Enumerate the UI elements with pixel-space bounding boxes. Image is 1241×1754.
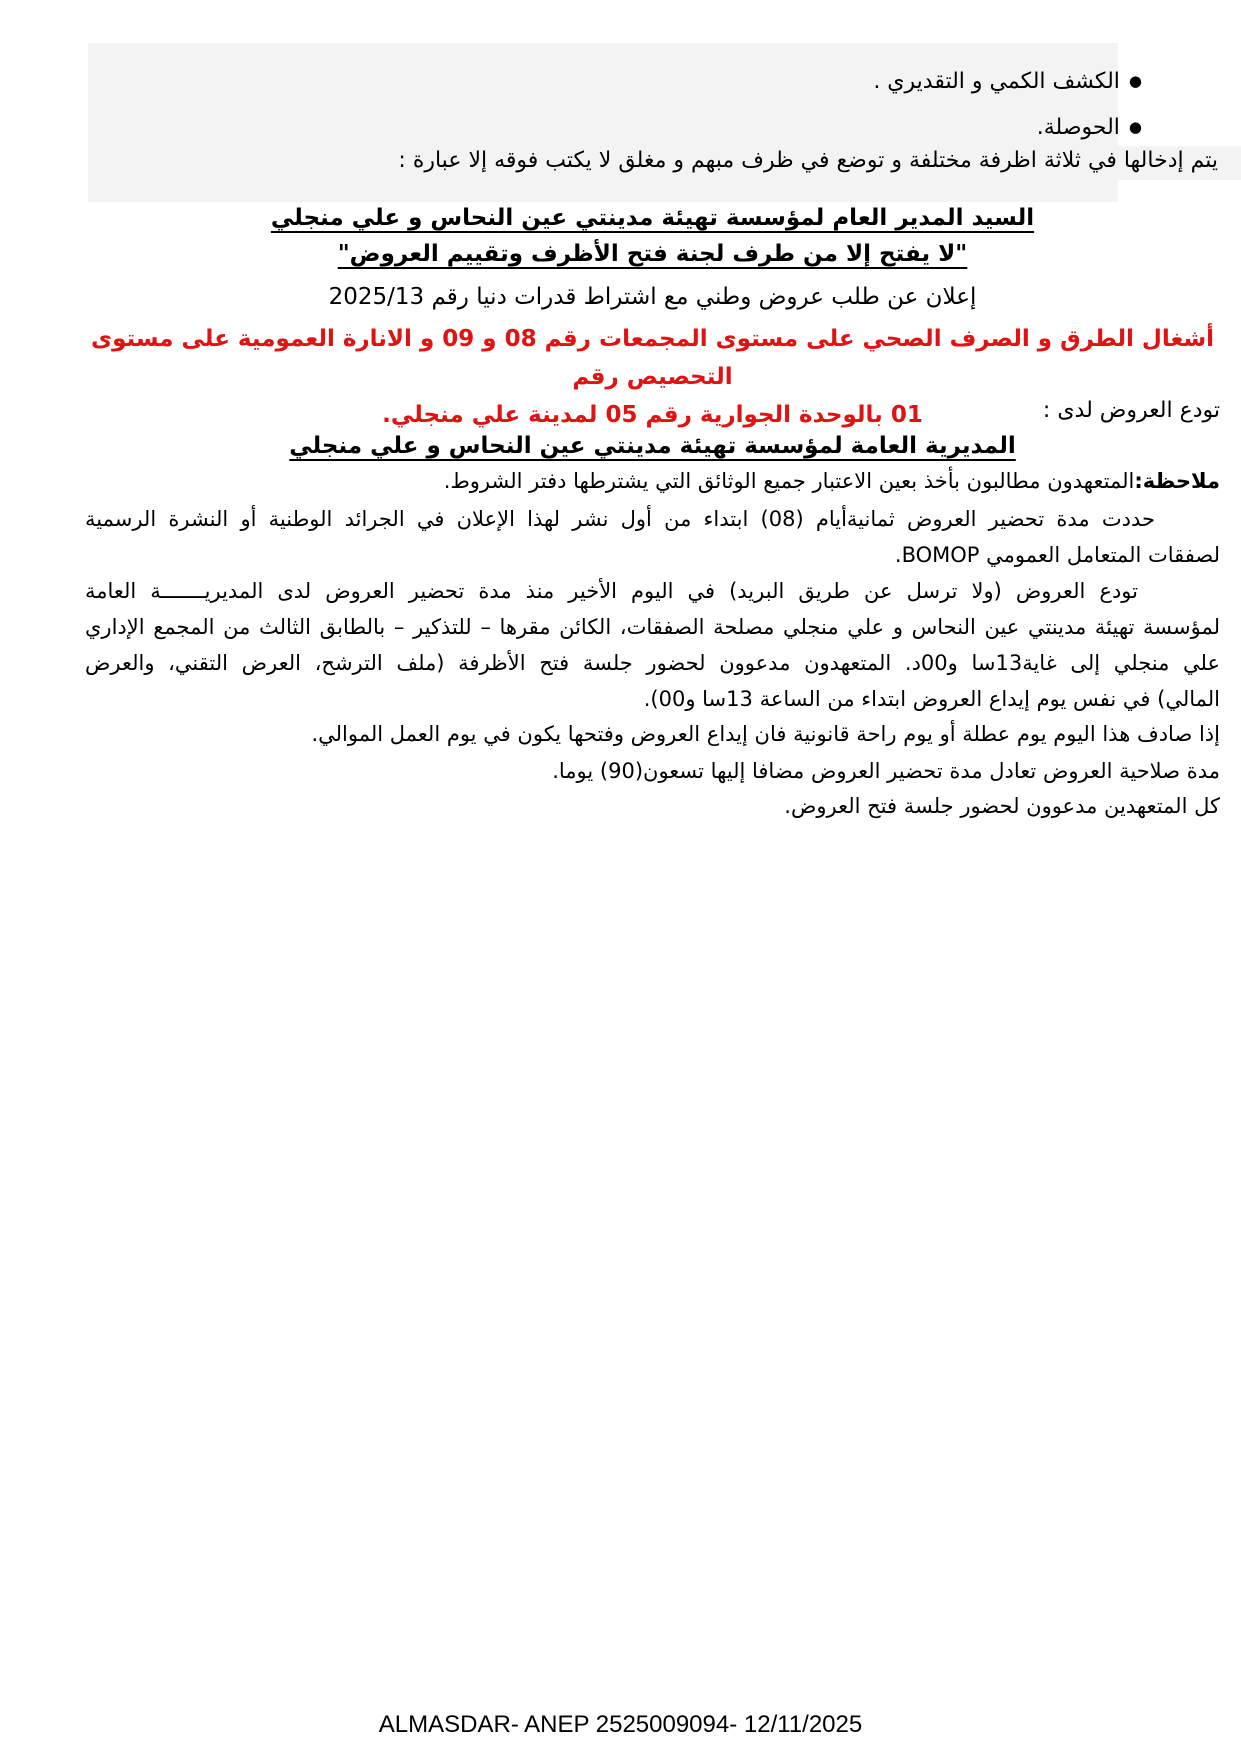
note-text: المتعهدون مطالبون بأخذ بعين الاعتبار جميع الوثائق التي يشترطها دفتر الشروط.: [443, 469, 1135, 493]
preparation-period-paragraph: [85, 501, 1220, 573]
holiday-rule-line: إذا صادف هذا اليوم يوم عطلة أو يوم راحة قانونية فان إيداع العروض وفتحها يكون في يوم العمل الموالي.: [311, 722, 1220, 746]
paragraph-line: لصفقات المتعامل العمومي BOMOP.: [894, 543, 1220, 567]
title-director-general: [85, 202, 1220, 234]
paragraph-line: تودع العروض (ولا ترسل عن طريق البريد) في اليوم الأخير منذ مدة تحضير العروض لدى المديريـــــــة العامة: [85, 579, 1138, 603]
envelope-instructions-block: [88, 43, 1218, 202]
project-description-line-1: أشغال الطرق و الصرف الصحي على مستوى المجمعات رقم 08 و 09 و الانارة العمومية على مستوى التحصيص رقم: [91, 326, 1214, 390]
bullet-icon: ●: [1128, 118, 1142, 136]
bullet-item-label: الكشف الكمي و التقديري .: [873, 69, 1120, 94]
deposit-intro-line: تودع العروض لدى :: [1042, 398, 1220, 423]
paragraph-line: المالي) في نفس يوم إيداع العروض ابتداء من الساعة 13سا و00).: [643, 687, 1220, 711]
paragraph-line: حددت مدة تحضير العروض ثمانيةأيام (08) ابتداء من أول نشر لهذا الإعلان في الجرائد الوطنية أو النشرة الرسمية: [85, 507, 1156, 531]
title-no-open-notice-text: "لا يفتح إلا من طرف لجنة فتح الأظرف وتقييم العروض": [337, 241, 968, 267]
note-line: [85, 467, 1241, 495]
note-label: ملاحظة:: [1134, 469, 1220, 493]
paragraph-line: لمؤسسة تهيئة مدينتي عين النحاس و علي منجلي مصلحة الصفقات، الكائن مقرها – للتذكير – بالطابق الثالث من المجمع الإداري: [85, 615, 1220, 639]
tender-announcement-line: إعلان عن طلب عروض وطني مع اشتراط قدرات دنيا رقم 2025/13: [328, 284, 977, 310]
title-no-open-notice: [85, 238, 1220, 270]
envelope-note-line: يتم إدخالها في ثلاثة اظرفة مختلفة و توضع في ظرف مبهم و مغلق لا يكتب فوقه إلا عبارة :: [88, 146, 1241, 180]
title-director-general-text: السيد المدير العام لمؤسسة تهيئة مدينتي عين النحاس و علي منجلي: [270, 205, 1035, 231]
paragraph-line: علي منجلي إلى غاية13سا و00د. المتعهدون مدعوون لحضور جلسة فتح الأظرفة (ملف الترشح، العرض التقني، والعرض: [85, 651, 1220, 675]
project-description-line-2: 01 بالوحدة الجوارية رقم 05 لمدينة علي منجلي.: [382, 402, 923, 428]
deposit-details-paragraph: [85, 573, 1220, 717]
bullet-icon: ●: [1128, 72, 1142, 90]
footer-credit: ALMASDAR- ANEP 2525009094- 12/11/2025: [378, 1711, 863, 1738]
bullet-item-summary: [88, 114, 1142, 141]
invitation-line: كل المتعهدين مدعوون لحضور جلسة فتح العروض.: [784, 794, 1220, 818]
bullet-item-label: الحوصلة.: [1036, 115, 1120, 140]
title-directorate: [85, 430, 1220, 462]
bullet-item-quantitative-estimate: [88, 68, 1142, 95]
validity-period-line: مدة صلاحية العروض تعادل مدة تحضير العروض مضافا إليها تسعون(90) يوما.: [552, 759, 1220, 783]
title-directorate-text: المديرية العامة لمؤسسة تهيئة مدينتي عين النحاس و علي منجلي: [289, 433, 1016, 459]
